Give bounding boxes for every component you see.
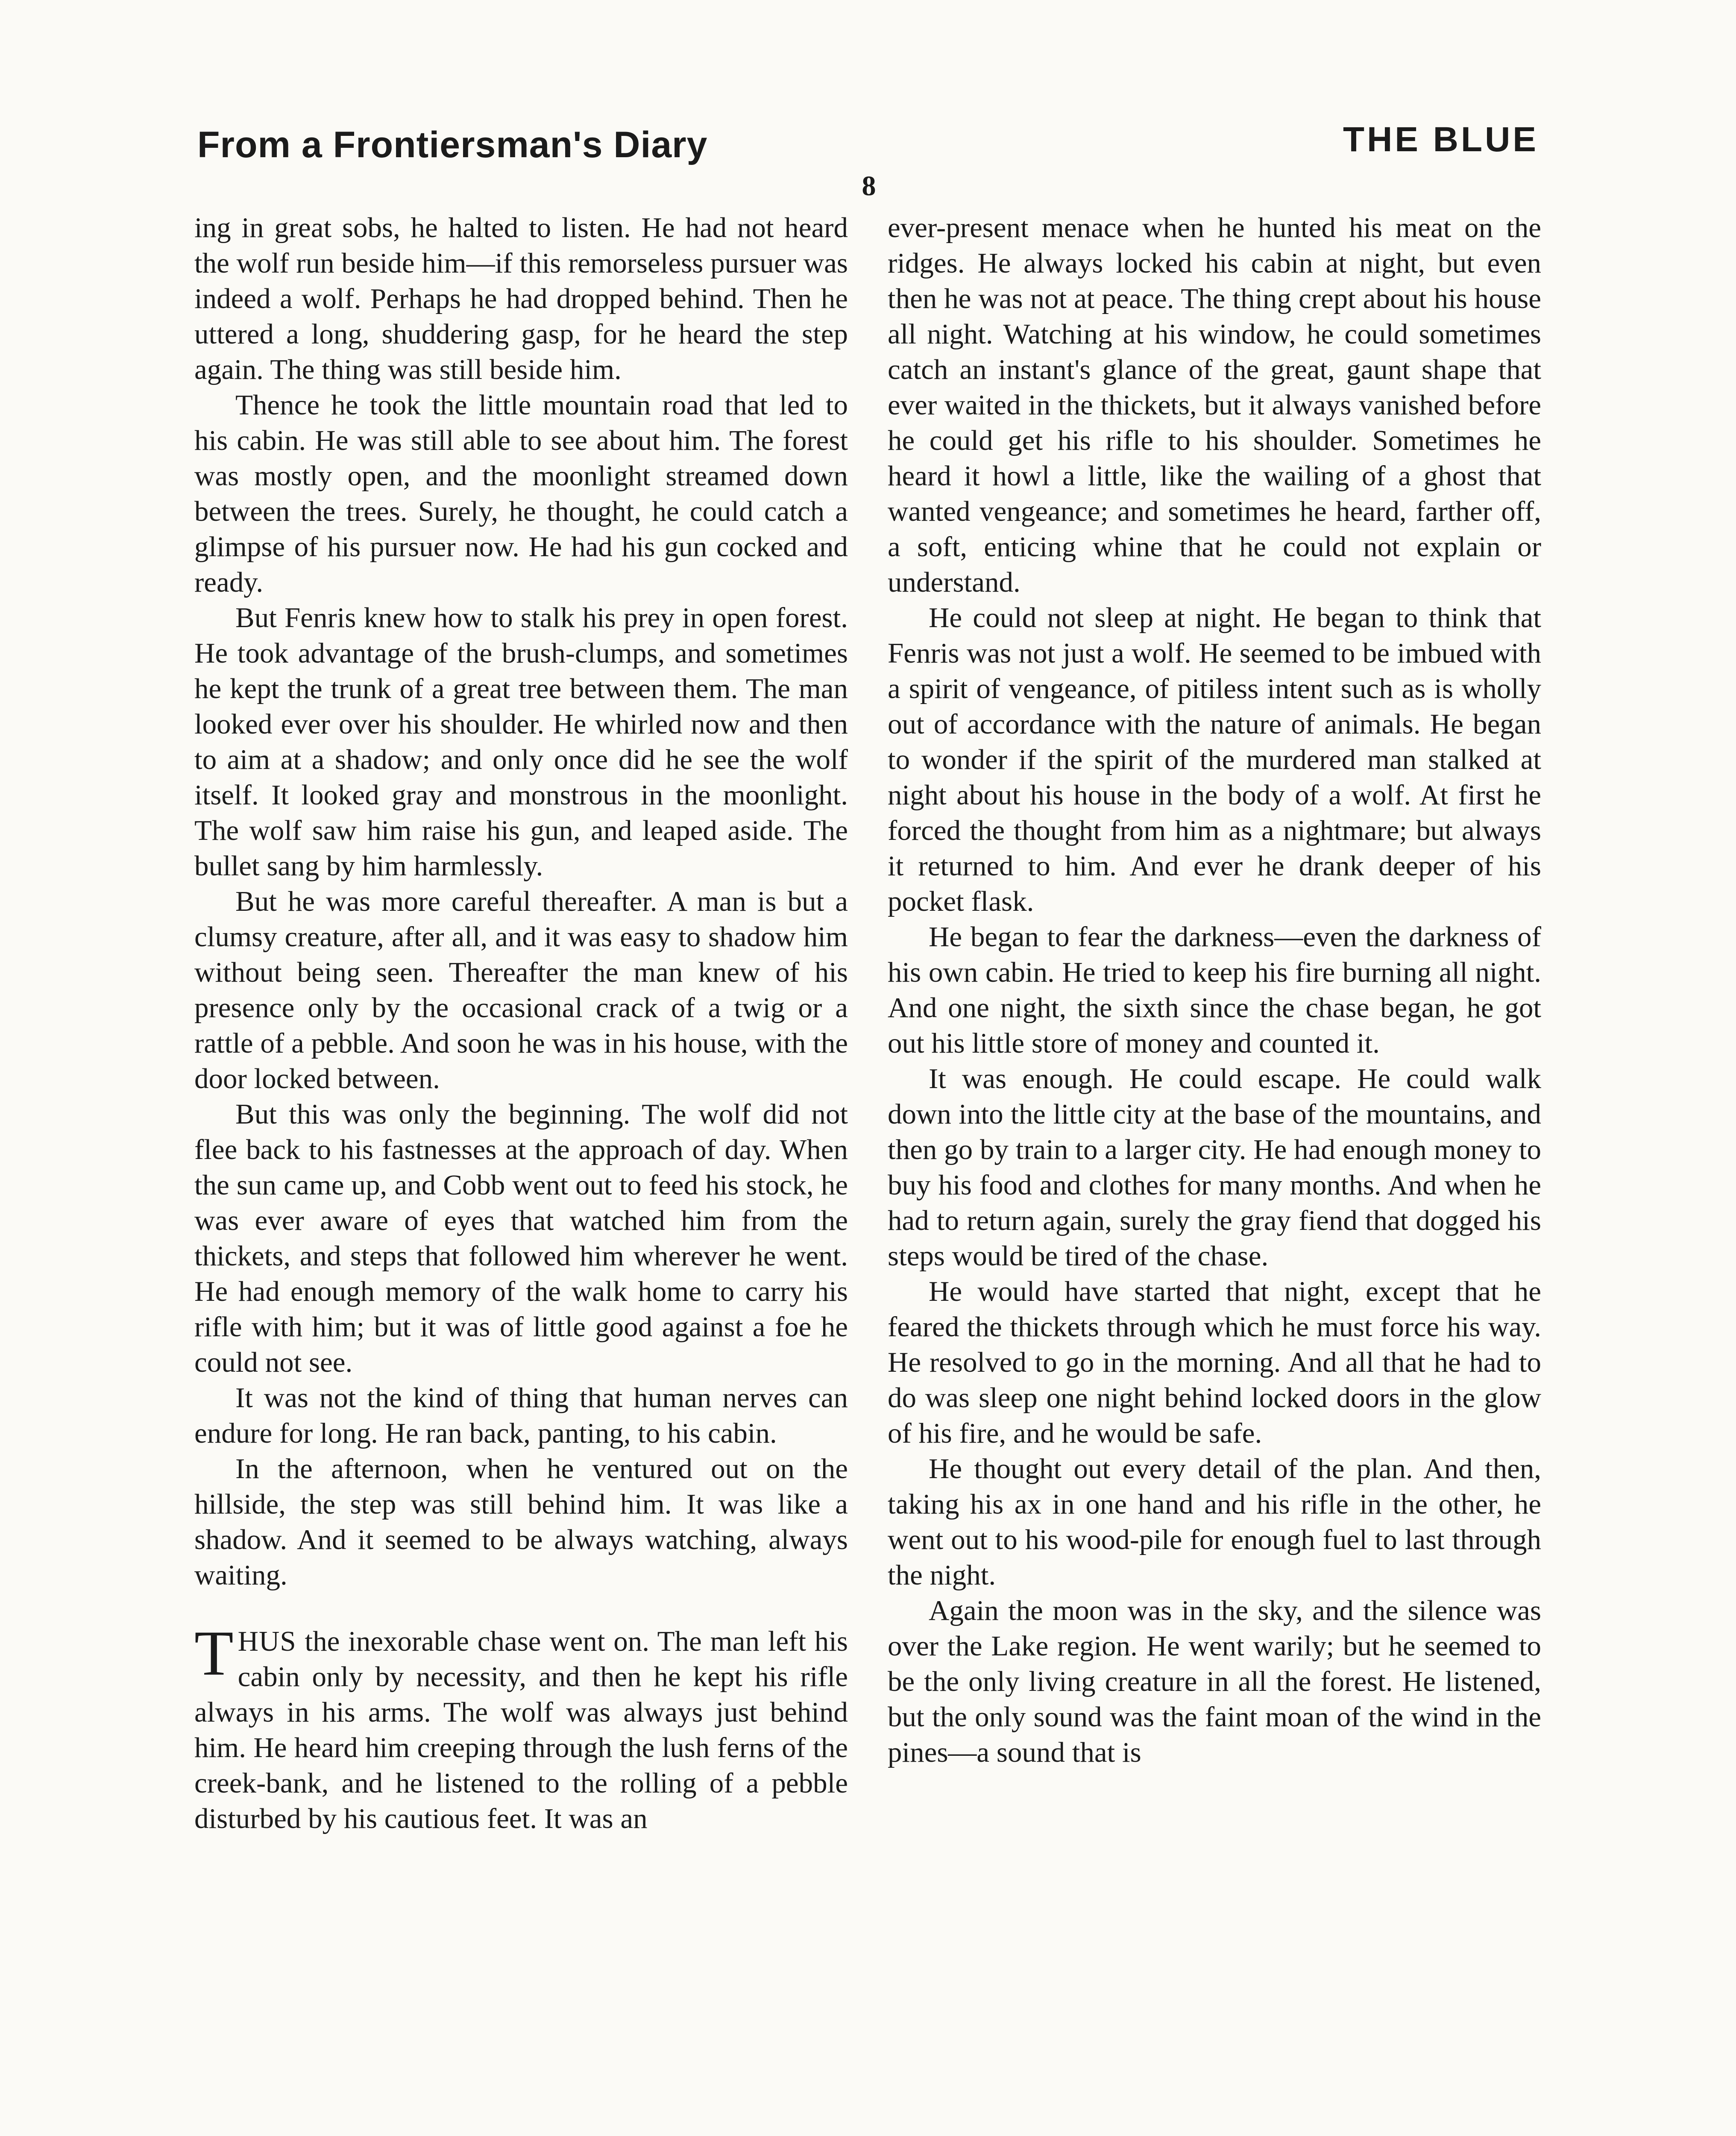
paragraph-text: the inexorable chase went on. The man left his cabin only by necessity, and then he kept his rifle always in his arms. The wolf was always just behind him. He heard him creeping through the lush ferns of the creek-bank, and he listened to the rolling of a pebble disturbed by his cautious feet. It was an [194,1625,848,1834]
right-column [888,210,1541,1770]
paragraph: Thence he took the little mountain road that led to his cabin. He was still able to see about him. The forest was mostly open, and the moonlight streamed down between the trees. Surely, he thought, he could catch a glimpse of his pursuer now. He had his gun cocked and ready. [194,389,848,598]
paragraph: He would have started that night, except that he feared the thickets through which he must force his way. He resolved to go in the morning. And all that he had to do was sleep one night behind locked doors in the glow of his fire, and he would be safe. [888,1276,1541,1449]
small-caps-lead: HUS [238,1625,296,1657]
left-column [194,210,848,1837]
paragraph: In the afternoon, when he ventured out on the hillside, the step was still behind him. It was like a shadow. And it seemed to be always watching, always waiting. [194,1453,848,1591]
paragraph: He thought out every detail of the plan. And then, taking his ax in one hand and his rifle in the other, he went out to his wood-pile for enough fuel to last through the night. [888,1453,1541,1591]
paragraph: It was enough. He could escape. He could walk down into the little city at the base of the mountains, and then go by train to a larger city. He had enough money to buy his food and clothes for many months. And when he had to return again, surely the gray fiend that dogged his steps would be tired of the chase. [888,1063,1541,1272]
paragraph: Again the moon was in the sky, and the silence was over the Lake region. He went warily; but he seemed to be the only living creature in all the forest. He listened, but the only sound was the faint moan of the wind in the pines—a sound that is [888,1595,1541,1768]
paragraph: He could not sleep at night. He began to think that Fenris was not just a wolf. He seemed to be imbued with a spirit of vengeance, of pitiless intent such as is wholly out of accordance with the nature of animals. He began to wonder if the spirit of the murdered man stalked at night about his house in the body of a wolf. At first he forced the thought from him as a nightmare; but always it returned to him. And ever he drank deeper of his pocket flask. [888,602,1541,917]
paragraph: ever-present menace when he hunted his meat on the ridges. He always locked his cabin at night, but even then he was not at peace. The thing crept about his house all night. Watching at his window, he could sometimes catch an instant's glance of the great, gaunt shape that ever waited in the thickets, but it always vanished before he could get his rifle to his shoulder. Sometimes he heard it howl a little, like the wailing of a ghost that wanted vengeance; and sometimes he heard, farther off, a soft, enticing whine that he could not explain or understand. [888,212,1541,598]
paragraph: He began to fear the darkness—even the darkness of his own cabin. He tried to keep his fire burning all night. And one night, the sixth since the chase began, he got out his little store of money and counted it. [888,921,1541,1059]
drop-cap: T [194,1618,234,1689]
paragraph: It was not the kind of thing that human nerves can endure for long. He ran back, panting, to his cabin. [194,1382,848,1449]
section-opening-paragraph [194,1618,848,1837]
paragraph: But Fenris knew how to stalk his prey in open forest. He took advantage of the brush-clumps, and sometimes he kept the trunk of a great tree between them. The man looked ever over his shoulder. He whirled now and then to aim at a shadow; and only once did he see the wolf itself. It looked gray and monstrous in the moonlight. The wolf saw him raise his gun, and leaped aside. The bullet sang by him harmlessly. [194,602,848,882]
paragraph: ing in great sobs, he halted to listen. He had not heard the wolf run beside him—if this remorseless pursuer was indeed a wolf. Perhaps he had dropped behind. Then he uttered a long, shuddering gasp, for he heard the step again. The thing was still beside him. [194,212,848,385]
paragraph: But he was more careful thereafter. A man is but a clumsy creature, after all, and it was easy to shadow him without being seen. Thereafter the man knew of his presence only by the occasional crack of a twig or a rattle of a pebble. And soon he was in his house, with the door locked between. [194,886,848,1094]
story-title: From a Frontiersman's Diary [197,124,708,165]
magazine-name: THE BLUE [1343,120,1539,159]
paragraph: But this was only the beginning. The wolf did not flee back to his fastnesses at the approach of day. When the sun came up, and Cobb went out to feed his stock, he was ever aware of eyes that watched him from the thickets, and steps that followed him wherever he went. He had enough memory of the walk home to carry his rifle with him; but it was of little good against a foe he could not see. [194,1098,848,1378]
page-number: 8 [862,170,876,202]
